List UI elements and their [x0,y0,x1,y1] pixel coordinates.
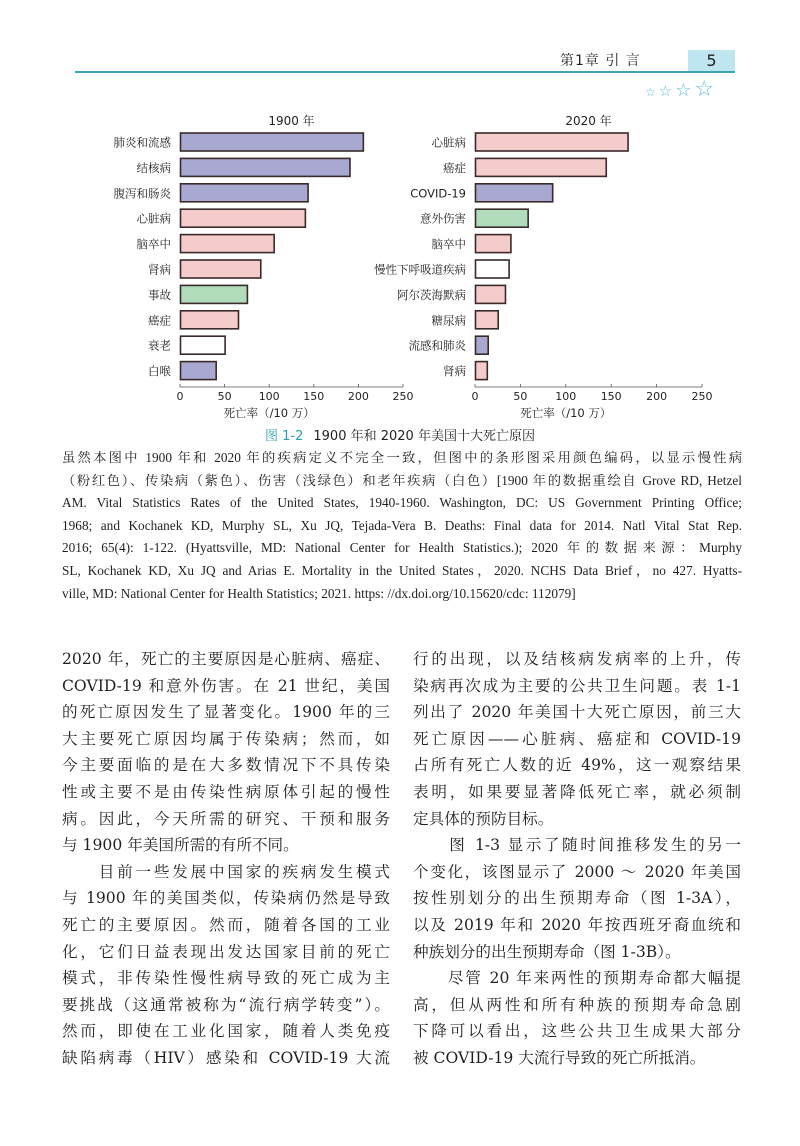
x-axis-label: 死亡率（/10 万） [223,406,315,420]
x-tick-label: 200 [347,390,369,403]
bar [476,133,629,151]
body-text-line: 死亡的主要原因。然而，随着各国的工业 [62,915,390,934]
body-text-line: 缺陷病毒（HIV）感染和 COVID-19 大流 [62,1048,390,1067]
bar [181,133,364,151]
category-label: 肺炎和流感 [113,135,171,150]
body-text-line: 以及 2019 年和 2020 年按西班牙裔血统和 [413,915,741,934]
category-label: 心脏病 [431,135,466,150]
bar [476,184,553,202]
category-label: 脑卒中 [431,237,466,252]
x-tick-label: 0 [471,390,479,403]
figure-label: 图 1-2 [265,429,304,444]
body-text-line: 与 1900 年的美国类似，传染病仍然是导致 [62,889,390,908]
bar [476,235,511,253]
x-tick-label: 200 [646,390,668,403]
category-label: 衰老 [148,338,171,353]
x-tick-label: 250 [392,390,414,403]
x-axis-label: 死亡率（/10 万） [520,406,612,420]
category-label: 腹泻和肠炎 [113,186,171,201]
body-text-line: 下降可以看出，这些公共卫生成果大部分 [413,1022,741,1041]
body-text-line: 然而，即使在工业化国家，随着人类免疫 [62,1022,390,1041]
caption-line: AM. Vital Statistics Rates of the United States, 1940-1960. Washington, DC: US Government Printing Office; [62,495,742,511]
bar [476,158,607,176]
caption-line: 虽然本图中 1900 年和 2020 年的疾病定义不完全一致，但图中的条形图采用颜色编码，以显示慢性病 [62,450,742,465]
category-label: 脑卒中 [136,237,171,252]
body-text-line: 死亡原因——心脏病、癌症和 COVID-19 [413,729,741,748]
body-text-line: 今主要面临的是在大多数情况下不具传染 [62,756,390,775]
body-text-line: 染病再次成为主要的公共卫生问题。表 1-1 [413,676,741,695]
caption-line: 1968; and Kochanek KD, Murphy SL, Xu JQ, Tejada-Vera B. Deaths: Final data for 2014. Natl Vital Stat Rep. [62,517,742,533]
body-text-line: 列出了 2020 年美国十大死亡原因，前三大 [413,703,741,722]
category-label: 意外伤害 [420,211,466,226]
bar [181,336,226,354]
body-text-line: 尽管 20 年来两性的预期寿命都大幅提 [413,969,741,988]
body-column-left [62,646,390,1072]
bar [181,311,239,329]
category-label: 白喉 [148,364,171,379]
category-label: COVID-19 [410,186,466,201]
body-text-line: 被 COVID-19 大流行导致的死亡所抵消。 [413,1048,706,1067]
bar [181,184,309,202]
figure-caption [62,447,742,605]
category-label: 肾病 [443,364,466,379]
body-text-line: 按性别划分的出生预期寿命（图 1-3A）， [413,889,741,908]
category-label: 肾病 [148,262,171,277]
body-text-line: 病。因此，今天所需的研究、干预和服务 [62,809,390,828]
body-text-line: 目前一些发展中国家的疾病发生模式 [62,862,390,881]
chart-title: 1900 年 [268,114,315,128]
star-icon: ☆ [658,82,673,100]
category-label: 流感和肺炎 [408,338,466,353]
bar [181,260,261,278]
caption-line: SL, Kochanek KD, Xu JQ and Arias E. Mortality in the United States，2020. NCHS Data Brief，no 427. Hyatts- [62,562,742,578]
bar [181,158,350,176]
body-text-line: 化，它们日益表现出发达国家目前的死亡 [62,942,390,961]
body-text-line: 行的出现，以及结核病发病率的上升，传 [413,650,741,668]
body-text-line: 定具体的预防目标。 [413,809,554,828]
x-tick-label: 50 [217,390,232,403]
bar [476,336,489,354]
category-label: 结核病 [136,160,171,175]
bar [476,311,499,329]
body-text-line: 个变化，该图显示了 2000 ～ 2020 年美国 [413,862,741,881]
category-label: 慢性下呼吸道疾病 [374,262,466,277]
bar [181,362,217,380]
x-tick-label: 100 [555,390,577,403]
figure-title: 1900 年和 2020 年美国十大死亡原因 [313,429,535,444]
star-icon: ☆ [675,80,692,101]
figure-charts [0,0,800,425]
x-tick-label: 50 [513,390,528,403]
x-tick-label: 0 [176,390,184,403]
caption-line: 2016; 65(4): 1-122. (Hyattsville, MD: National Center for Health Statistics.); 2020 年的数据来源：Murphy [62,540,742,556]
bar [476,209,529,227]
bar [476,285,506,303]
caption-line: （粉红色）、传染病（紫色）、伤害（浅绿色）和老年疾病（白色）[1900 年的数据重绘自 Grove RD, Hetzel [62,472,742,488]
body-text-line: COVID-19 和意外伤害。在 21 世纪，美国 [62,676,390,695]
caption-line: ville, MD: National Center for Health Statistics; 2021. https: //dx.doi.org/10.15620/cdc: 112079] [62,585,576,601]
category-label: 阿尔茨海默病 [397,287,466,302]
star-icon: ☆ [645,85,656,99]
bar [181,209,306,227]
category-label: 癌症 [148,313,171,328]
body-text-line: 要挑战（这通常被称为“流行病学转变”）。 [62,995,390,1014]
page-number: 5 [688,50,735,71]
category-label: 糖尿病 [431,313,466,328]
category-label: 心脏病 [136,211,171,226]
bar [181,235,275,253]
body-text-line: 的死亡原因发生了显著变化。1900 年的三 [62,703,390,722]
category-label: 事故 [148,287,171,302]
body-text-line: 种族划分的出生预期寿命（图 1-3B）。 [413,942,681,961]
body-text-line: 2020 年，死亡的主要原因是心脏病、癌症、 [62,650,390,668]
body-text-line: 与 1900 年美国所需的有所不同。 [62,836,299,855]
body-text-line: 表明，如果要显著降低死亡率，就必须制 [413,782,741,801]
x-tick-label: 150 [303,390,325,403]
x-tick-label: 250 [691,390,713,403]
body-text-line: 占所有死亡人数的近 49%，这一观察结果 [413,756,741,775]
bar [476,260,510,278]
body-column-right [413,646,741,1072]
chapter-title: 第1章 引 言 [560,53,641,69]
x-tick-label: 150 [600,390,622,403]
body-text-line: 高，但从两性和所有种族的预期寿命急剧 [413,995,741,1014]
chart-title: 2020 年 [565,114,612,128]
x-tick-label: 100 [258,390,280,403]
body-text-line: 图 1-3 显示了随时间推移发生的另一 [413,836,741,855]
body-text-line: 性或主要不是由传染性病原体引起的慢性 [62,782,390,801]
category-label: 癌症 [443,160,466,175]
figure-caption-title [0,425,800,444]
star-icon: ☆ [694,77,715,102]
bar [181,285,248,303]
body-text-line: 模式，非传染性慢性病导致的死亡成为主 [62,969,390,988]
bar [476,362,488,380]
body-text-line: 大主要死亡原因均属于传染病；然而，如 [62,729,390,748]
